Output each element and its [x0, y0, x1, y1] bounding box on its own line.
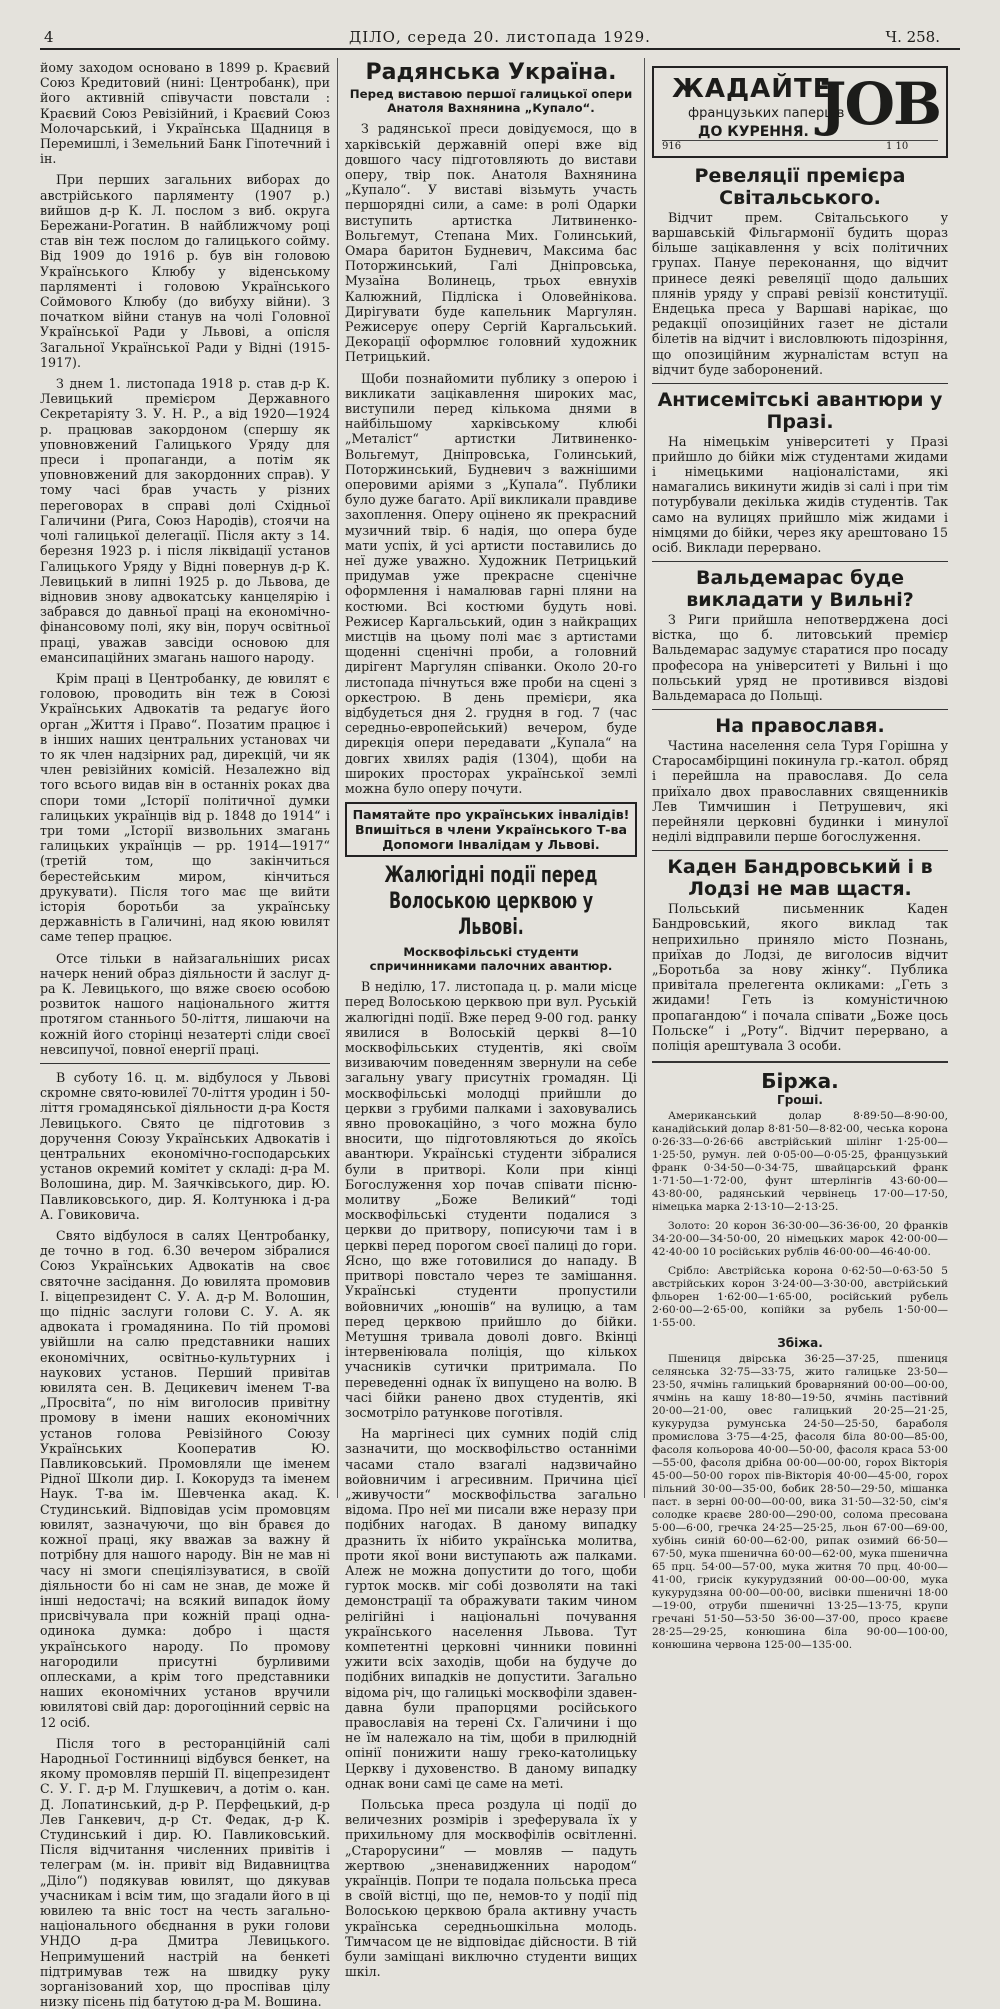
article-paragraph: На маргінесі цих сумних подій слід зазначити, що москвофільство останніми часами стало взагалі надзвичайно войовничим і агресивним. Причина цієї „живучости“ москвофільства загально відома. Про неї ми писали вже неразу при подібних нагодах. В даному випадку дразнить їх нібито українська молитва, проти якої вони виступають аж палками. Алеж не можна допустити до того, щоби гурток москв. міг собі дозволяти на такі демонстрації та ображувати таким чином релігійні і національні почування українського населення Львова. Тут компетентні церковні чинники повинні ужити всіх заходів, щоби на будуче до подібних випадків не допустити. Загально відома річ, що галицькі москвофіли здавен-давна були прапорцями російського православія на терені Сх. Галичини і що не їм належало на тім, щоби в прилюдній опінії понижити нашу греко-католицьку Церкву і духовенство. В даному випадку однак вони самі це саме на меті. [345, 1426, 637, 1791]
rates-paragraph: Американський долар 8·89·50—8·90·00, канадійський долар 8·81·50—8·82·00, чеська корона 0·26·33—0·26·66 австрійський шілінг 1·25·00—1·25·50, румун. лей 0·05·00—0·05·25, французький франк 0·34·50—0·34·75, швайцарський франк 1·71·50—1·72·00, фунт штерлінгів 43·60·00—43·80·00, радянський червінець 17·00—17·50, німецька марка 2·13·10—2·13·25. [652, 1110, 948, 1214]
grain-subheading: Збіжа. [777, 1336, 823, 1351]
article-paragraph: В неділю, 17. листопада ц. р. мали місце перед Волоською церквою при вул. Руській жалюгідні події. Вже перед 9-00 год. ранку явилися в Волоській церкві 8—10 москвофільських студентів, які своїм визиваючим поведенням звернули на себе загальну увагу присутніх громадян. Ці москвофільські молодці прийшли до церкви з грубими палками і заховувались явно провокаційно, з чого можна було вносити, що підготовляються до якоїсь авантюри. Українські студенти зібралися були в притворі. Коли при кінці Богослуження хор почав співати пісню-молитву „Боже Великий“ тоді москвофільські студенти подалися з церкви до притвору, пописуючи там і в церкві перед порогом своєї палиці до гори. Ясно, що вже готовилися до нападу. В притворі повстало через те замішання. Українські студенти пропустили войовничих „юношів“ на вулицю, а там перед церквою прийшло до бійки. Метушня тривала доволі довго. Вкінці інтервеніювала поліція, що кількох учасників сутички притримала. По переведенні однак їх випущено на волю. В часі бійки ранено двох студентів, які зосмотріло ратункове поготівля. [345, 979, 637, 1420]
ad-headline: ЖАДАЙТЕ [672, 74, 832, 104]
divider [652, 709, 948, 710]
column-center [345, 60, 637, 1980]
column-levytsky [40, 60, 330, 2009]
article-paragraph: Крім праці в Центробанку, де ювилят є головою, проводить він теж в Союзі Українських Адвокатів та редагує його орган „Життя і Право“. Позатим працює і в інших наших центральних установах чи то як член надзірних рад, дирекцій, чи як член ревізійних комісій. Незалежно від того всього видав він в останніх роках два спори томи „Історії політичної думки галицьких українців від р. 1848 до 1914“ і три томи „Історії визвольних змагань галицьких українців — рр. 1914—1917“ (третій том, що закінчиться берестейським миром, кінчиться друкувати). Після того має ще вийти історія боротьби за українську державність в Галичині, над якою ювилят саме тепер працює. [40, 670, 330, 945]
headline-orthodoxy: На православя. [715, 715, 885, 738]
article-paragraph: Після того в ресторанційній салі Народньої Гостинниці відбувся бенкет, на якому промовляв першій П. віцепрезидент С. У. Г. д-р М. Глушкевич, а дотім о. кан. Д. Лопатинський, д-р Р. Перфецький, д-р Лев Ганкевич, д-р Ст. Федак, д-р К. Студинський і дир. Ю. Павликовський. Після відчитання численних привітів і телеграм (м. ін. привіт від Видавництва „Діло“) подякував ювилят, що дякував учасникам і всім тим, що згадали його в ці ювилею та вніс тост на честь загально-національного обєднання в руки голови УНДО д-ра Дмитра Левицького. Непримушений настрій на бенкеті підтримував теж на швидку руку зорганізований хор, що проспівав цілу низку пісень під батутою д-ра М. Вошина. [40, 1735, 330, 2009]
headline-radianska-ukraina: Радянська Україна. [365, 60, 617, 85]
column-rule [644, 58, 645, 1498]
newspaper-title: ДІЛО, середа 20. листопада 1929. [349, 28, 651, 46]
divider [652, 1061, 948, 1063]
rates-paragraph: Срібло: Австрійська корона 0·62·50—0·63·50 5 австрійських корон 3·24·00—3·30·00, австрійський фльорен 1·62·00—1·65·00, російський рубель 2·60·00—2·65·00, копійки за рубель 1·50·00—1·55·00. [652, 1265, 948, 1330]
article-paragraph: Отсе тільки в найзагальніших рисах начерк нений образ діяльности й заслуг д-ра К. Левицького, що вяже своєю особою розвиток нашого національного життя протягом станнього 50-ліття, лишаючи на кожній його сторінці незатерті сліди своєї невсипучої, повної енергії праці. [40, 950, 330, 1057]
article-paragraph: Польська преса роздула ці події до величезних розмірів і зреферувала їх у прихильному для москвофілів освітленні. „Старорусини“ — мовляв — падуть жертвою „зненавидженних народом“ українців. Попри те подала польська преса в своїй вістці, що пе, немов-то у події під Волоською церквою брала активну участь українська середньошкільна молодь. Тимчасом це не відповідає дійсности. В тій були заміщані виключно студенти вищих шкіл. [345, 1797, 637, 1980]
ad-line: ДО КУРЕННЯ. [698, 124, 809, 140]
money-subheading: Гроші. [777, 1093, 823, 1108]
exchange-grain-rates [652, 1353, 948, 1652]
column-rule [337, 58, 338, 1498]
subheadline: Москвофільські студенти спричинниками палочних авантюр. [369, 945, 613, 974]
article-paragraph: Частина населення села Туря Горішна у Старосамбірщині покинула гр.-катол. обряд і перейшла на православя. До села приїхало двох православних священників Лев Тимчишин і Петрушевич, які перейняли церковні будинки і минулої неділі відправили перше богослуження. [652, 737, 948, 845]
article-paragraph: Щоби познайомити публику з оперою і викликати зацікавлення широких мас, виступили перед кількома днями в найбільшому харківському клюбі „Металіст“ артистки Литвиненко-Вольгемут, Дніпровська, Голинський, Поторжинський, Будневич з важнішими оперовими аріями з „Купала“. Публики було дуже багато. Арії викликали правдиве захоплення. Оперу оцінено як прекрасний музичний твір. 6 надія, що опера буде мати успіх, й усі артисти поставились до неї дуже уважно. Художник Петрицький придумав уже прекрасне сценічне оформлення і намалював гарні пляни на костюми. Всі костюми будуть нові. Режисер Каргальський, один з найкращих мистців на цьому полі має з артистами щоденні сценічні проби, а головний дирігент Маргулян співанки. Около 20-го листопада пічнуться вже проби на сцені з оркестрою. В день премієри, яка відбудеться дня 2. грудня в год. 7 (час середньо-европейський) вечером, буде дирекція опери передавати „Купала“ на довгих хвилях радія (1304), щоби на широких просторах української землі можна було оперу почути. [345, 370, 637, 797]
article-paragraph: При перших загальних виборах до австрійського парляменту (1907 р.) вийшов д-р К. Л. послом з виб. округа Бережани-Рогатин. В найближчому році став він теж послом до галицького сойму. Від 1909 до 1916 р. був він головою Українського Клюбу у віденському парляменті і головою Українського Соймового Клюбу (до вибуху війни). З початком війни станув на чолі Головної Української Ради у Львові, а опісля Загальної Української Ради у Відні (1915-1917). [40, 172, 330, 370]
rates-paragraph: Пшениця двірська 36·25—37·25, пшениця селянська 32·75—33·75, жито галицьке 23·50—23·50, ячмінь галицький броварняний 00·00—00·00, ячмінь на кашу 18·80—19·50, ячмінь пастівний 20·00—21·00, овес галицький 20·25—21·25, кукурудза румунська 24·50—25·50, бараболя промислова 3·75—4·25, фасоля біла 80·00—85·00, фасоля кольорова 40·00—50·00, фасоля краса 53·00—55·00, фасоля дрібна 00·00—00·00, горох Вікторія 45·00—50·00 горох пів-Вікторія 40·00—45·00, горох пільний 30·00—35·00, бобик 28·50—29·50, мішанка паст. в зерні 00·00—00·00, вика 31·50—32·50, сім'я солодке краєве 280·00—290·00, солома пресована 5·00—6·00, гречка 24·25—25·25, льон 67·00—69·00, хубінь синій 60·00—62·00, рипак озимий 66·50—67·50, мука пшенична 60·00—62·00, мука пшенична 65 прц. 54·00—57·00, мука житня 70 прц. 40·00—41·00, грисік кукурудзяний 00·00—00·00, мука кукурудзяна 00·00—00·00, висівки пшеничні 18·00—19·00, отруби пшеничні 13·25—13·75, крупи гречані 51·50—53·50 36·00—37·00, просо краєве 28·25—29·25, конюшина біла 90·00—100·00, конюшина червона 125·00—135·00. [652, 1353, 948, 1652]
exchange-heading: Біржа. [761, 1069, 839, 1094]
article-paragraph: З радянської преси довідуємося, що в харківській державній опері вже від довшого часу підготовляють до вистави оперу, твір пок. Анатоля Вахнянина „Купало“. У виставі візьмуть участь першорядні сили, а саме: в ролі Одарки виступить артистка Литвиненко-Вольгемут, Степана Мих. Голинський, Омара баритон Будневич, Максима бас Поторжинський, Галі Дніпровська, Музаїна Волинець, трьох евнухів Калюжний, Підліска і Оловейнікова. Дирігувати буде капельник Маргулян. Режисерує оперу Сергій Каргальський. Декорації оформлює головний художник Петрицький. [345, 121, 637, 365]
divider [652, 383, 948, 384]
page-number: 4 [44, 28, 54, 46]
rates-paragraph: Золото: 20 корон 36·30·00—36·36·00, 20 франків 34·20·00—34·50·00, 20 німецьких марок 42·00·00—42·40·00 10 російських рублів 46·00·00—46·40·00. [652, 1220, 948, 1259]
ad-code: 916 [662, 141, 682, 152]
headline-prague: Антисемітські авантюри у Празі. [657, 388, 943, 433]
headline-voldemaras: Вальдемарас буде викладати у Вильні? [686, 567, 914, 612]
article-paragraph: Відчит прем. Світальського у варшавській Фільгармонії будить щораз більше зацікавлення у всіх політичних групах. Пануе переконання, що відчит принесе деякі ревеляції щодо дальших плянів уряду у справі ревізії конституції. Ендецька преса у Варшаві нарікає, що редакції опозиційних газет не дістали білетів на відчит і висловлюють підозріння, що опозиційним журналістам вступ на відчит буде заборонений. [652, 209, 948, 377]
article-paragraph: З Риги прийшла непотверджена досі вістка, що б. литовський премієр Вальдемарас задумує старатися про посаду професора на університеті у Вильні і що польський уряд не противився віздові Вальдемараса до Польщі. [652, 611, 948, 703]
exchange-money-rates [652, 1110, 948, 1330]
article-paragraph: Польський письменник Каден Бандровський, якого виклад так неприхильно приняло місто Познань, приїхав до Лодзі, де виголосив відчит „Боротьба за нову жінку“. Публика привітала прелегента окликами: „Геть з жидами! Геть із комуністичною пропагандою“ і почала співати „Боже цось Польске“ і „Роту“. Відчит перервано, а поліція арештувала 3 особи. [652, 901, 948, 1053]
headline-volosky-church: Жалюгідні події перед Волоською церквою у Львові. [384, 863, 598, 941]
divider [40, 1063, 330, 1064]
headline-bandrovsky: Каден Бандровський і в Лодзі не мав щастя. [667, 856, 933, 901]
article-paragraph: В суботу 16. ц. м. відбулося у Львові скромне свято-ювилеї 70-ліття уродин і 50-ліття громадянської діяльности д-ра Костя Левицького. Свято це підготовив з доручення Союзу Українських Адвокатів і центральних економічно-господарських установ окремий комітет у складі: д-ра М. Волошина, дир. М. Заячківського, дир. Ю. Павликовського, дир. Я. Колтунюка і д-ра А. Говиковича. [40, 1070, 330, 1222]
job-logo: JOB [819, 70, 940, 138]
ad-footer [662, 140, 938, 154]
article-paragraph: На німецькім університеті у Празі прийшло до бійки між студентами жидами і німецькими націоналістами, які намагались викинути жидів зі салі і при тім потурбували декілька жидів студентів. Так само на вулицях прийшло між жидами і німцями до бійки, через яку арештовано 15 осіб. Виклади перервано. [652, 433, 948, 556]
column-news [652, 60, 948, 1652]
divider [652, 850, 948, 851]
headline-svitalsky: Ревеляції премієра Світальського. [694, 165, 906, 209]
article-paragraph: З днем 1. листопада 1918 р. став д-р К. Левицький премієром Державного Секретаріяту З. У. Н. Р., а від 1920—1924 р. працював закордоном (спершу як уповновжений Галицького Уряду для преси і пропаганди, а потім як уповновжений для закордонних справ). У тому часі брав участь у різних переговорах в справі долі Східньої Галичини (Рига, Союз Народів), стоячи на чолі галицької делегації. Після акту з 14. березня 1923 р. і після ліквідації установ Галицького Уряду у Відні повернув д-р К. Левицький в липні 1925 р. до Львова, де відновив знову адвокатську канцелярію і забрався до давньої праці на економічно-фінансовому полі, яку він, поруч освітньої праці, уважав завсіди основою для емансипаційних змагань нашого народу. [40, 376, 330, 665]
divider [652, 561, 948, 562]
issue-number: Ч. 258. [885, 28, 940, 46]
ad-line: французьких паперців [688, 106, 845, 121]
ad-size: 1 10 [886, 141, 909, 152]
invalids-notice-box: Памятайте про українських інвалідів! Впишіться в члени Українського Т-ва Допомоги Інвалідам у Львові. [345, 802, 637, 857]
article-paragraph: Свято відбулося в салях Центробанку, де точно в год. 6.30 вечером зібралися Союз Українських Адвокатів на своє святочне засідання. До ювилята промовив І. віцепрезидент С. У. А. д-р М. Волошин, що підніс заслуги голови С. У. А. як адвоката і громадянина. По тій промові увійшли на салю представники наших економічних, освітньо-культурних і наукових установ. Перший привітав ювилята сен. В. Децикевич іменем Т-ва „Просвіта“, по нім виголосив привітну промову в імени наших економічних установ голова Ревізійного Союзу Українських Кооператив Ю. Павликовський. Промовляли ще іменем Рідної Школи дир. І. Кокорудз та іменем Наук. Т-ва ім. Шевченка акад. К. Студинський. Відповідав усім промовцям ювилят, зазначуючи, що він бравєя до кожної праці, яку вважав за важну й потрібну для нашого народу. Він не мав ні часу ні змоги спеціялізуватися, в своїй діяльности бо ні сам не знав, де може й інші недостачі; на всякий випадок йому присвічувала при кожній праці одна-одинока думка: добро і щастя українського народу. По промову нагородили присутні бурливими оплесками, а крім того представники наших економічних установ вручили ювилятові свій дар: дорогоцінний сервіс на 12 осіб. [40, 1228, 330, 1730]
masthead [40, 28, 960, 50]
subheadline: Перед виставою першої галицької опери Анатоля Вахнянина „Купало“. [349, 87, 633, 116]
article-paragraph: йому заходом основано в 1899 р. Краєвий Союз Кредитовий (нині: Центробанк), при його активній співучасти повстали : Краєвий Союз Ревізійний, і Краєвий Союз Молочарський, і Українська Щадниця в Перемишлі, і Земельний Банк Гіпотечний і ін. [40, 60, 330, 167]
job-paper-advertisement [652, 66, 948, 158]
